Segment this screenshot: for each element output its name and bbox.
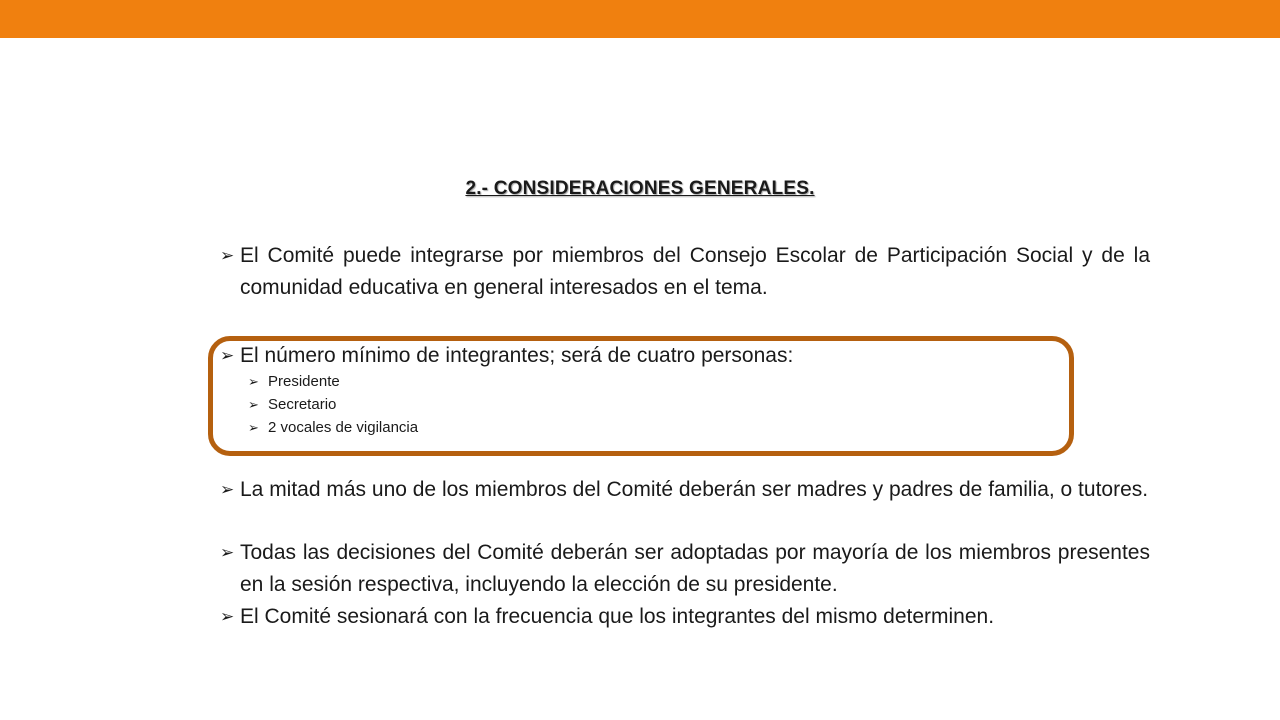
- arrow-bullet-icon: ➢: [248, 420, 259, 435]
- sub-item-text: Presidente: [268, 373, 340, 390]
- arrow-bullet-icon: ➢: [220, 607, 235, 626]
- bullet-text: Todas las decisiones del Comité deberán ser adoptadas por mayoría de los miembros presentes en la sesión respectiva, incluyendo la elección de su presidente.: [240, 541, 1150, 596]
- sub-item-text: Secretario: [268, 396, 337, 413]
- bullet-session-frequency: [220, 601, 1150, 633]
- bullet-text: La mitad más uno de los miembros del Comité deberán ser madres y padres de familia, o tutores.: [240, 478, 1149, 501]
- arrow-bullet-icon: ➢: [220, 543, 235, 562]
- bullet-parents-majority: [220, 474, 1150, 506]
- sub-item-president: [248, 372, 340, 392]
- bullet-minimum-members: [220, 340, 1150, 372]
- bullet-decisions: [220, 537, 1150, 601]
- section-title: 2.- CONSIDERACIONES GENERALES.: [465, 178, 815, 199]
- bullet-text: El Comité puede integrarse por miembros del Consejo Escolar de Participación Social y de la comunidad educativa en general interesados en el tema.: [240, 244, 1150, 299]
- sub-item-vocales: [248, 418, 418, 438]
- arrow-bullet-icon: ➢: [220, 246, 235, 265]
- sub-item-secretary: [248, 395, 336, 415]
- arrow-bullet-icon: ➢: [248, 374, 259, 389]
- sub-item-text: 2 vocales de vigilancia: [268, 419, 419, 436]
- bullet-text: El Comité sesionará con la frecuencia que los integrantes del mismo determinen.: [240, 605, 995, 628]
- bullet-text: El número mínimo de integrantes; será de cuatro personas:: [240, 344, 794, 367]
- bullet-committee-membership: [220, 240, 1150, 304]
- arrow-bullet-icon: ➢: [248, 397, 259, 412]
- arrow-bullet-icon: ➢: [220, 480, 235, 499]
- arrow-bullet-icon: ➢: [220, 346, 235, 365]
- top-accent-bar: [0, 0, 1280, 38]
